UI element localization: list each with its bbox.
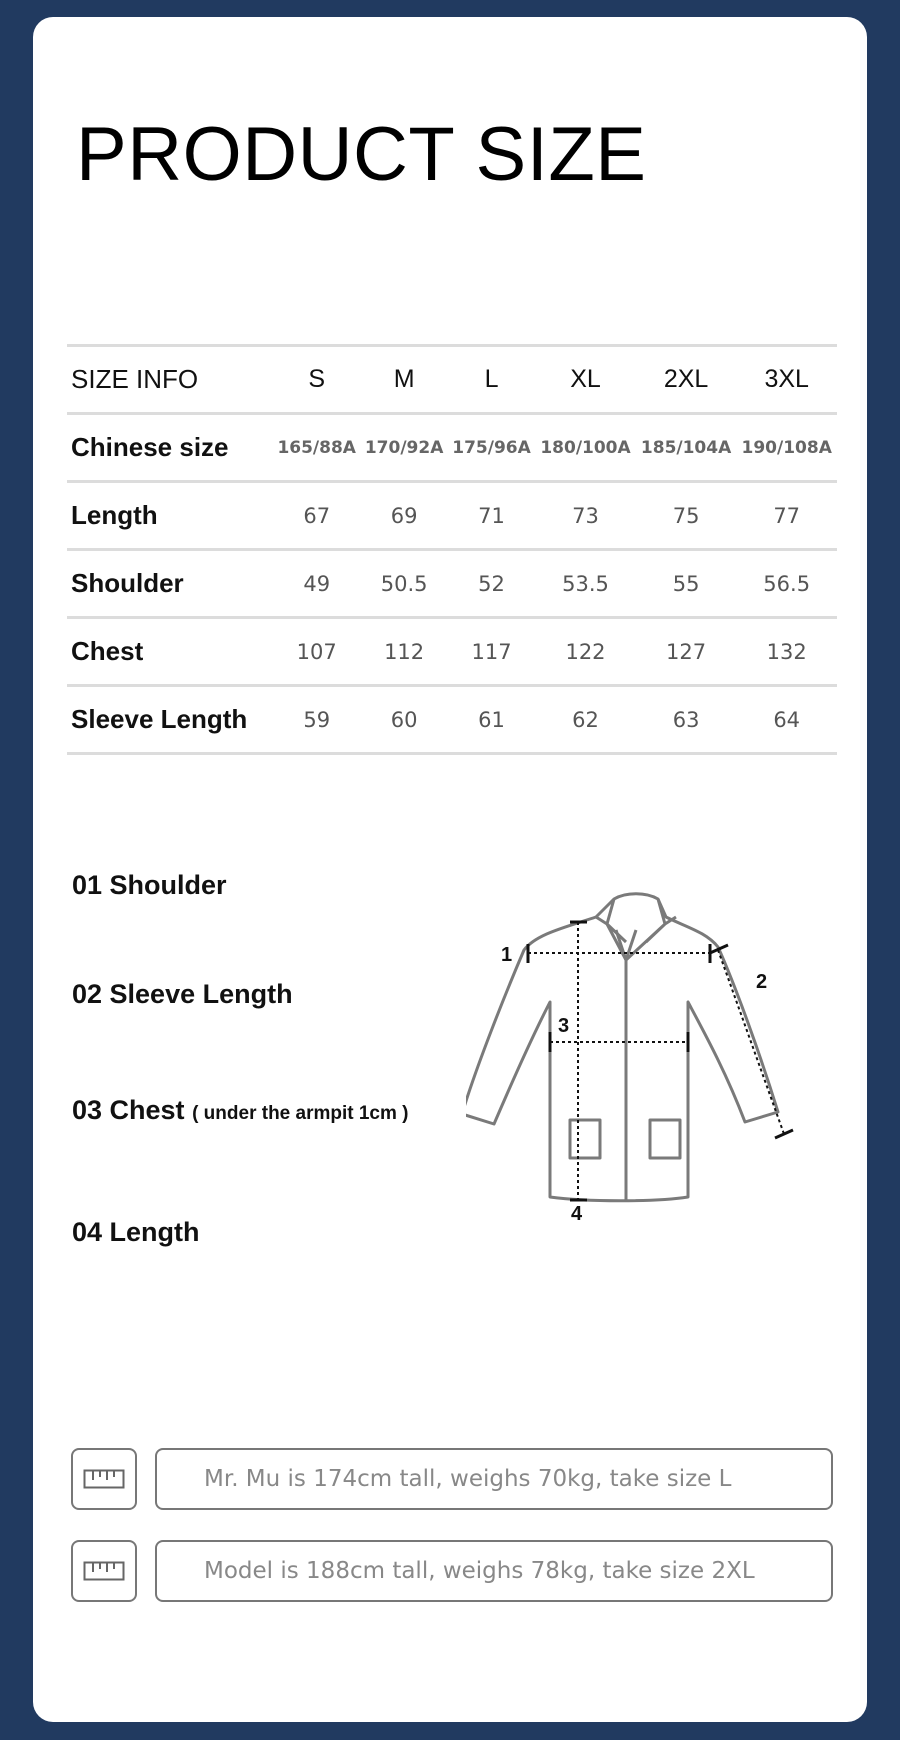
size-table: [67, 344, 837, 755]
table-cell: 56.5: [763, 571, 811, 596]
table-cell: 132: [766, 639, 807, 664]
ruler-icon-box: [71, 1448, 137, 1510]
table-cell: 49: [303, 571, 331, 596]
table-cell: 52: [478, 571, 505, 596]
table-row: [67, 618, 837, 686]
size-header-l: L: [484, 365, 499, 393]
measurement-chest: [72, 1095, 409, 1126]
table-cell: 53.5: [562, 571, 609, 596]
table-cell: 117: [471, 639, 512, 664]
jacket-diagram: [466, 872, 801, 1242]
row-label: Chinese size: [71, 432, 229, 462]
table-row: [67, 414, 837, 482]
diagram-label-3: 3: [558, 1015, 570, 1037]
header-label: SIZE INFO: [71, 364, 199, 394]
diagram-label-4: 4: [571, 1203, 583, 1225]
row-label: Sleeve Length: [71, 704, 248, 734]
table-cell: 190/108A: [741, 437, 832, 458]
pocket-right-icon: [650, 1120, 680, 1158]
ruler-icon: [83, 1469, 125, 1489]
table-cell: 75: [672, 503, 700, 528]
table-cell: 55: [672, 571, 700, 596]
row-label: Length: [71, 500, 158, 530]
table-cell: 77: [773, 503, 801, 528]
row-label: Chest: [71, 636, 144, 666]
table-row: [67, 686, 837, 754]
table-cell: 71: [478, 503, 505, 528]
row-label: Shoulder: [71, 568, 184, 598]
table-cell: 73: [572, 503, 599, 528]
measurement-length: 04 Length: [72, 1217, 200, 1247]
diagram-label-1: 1: [501, 944, 513, 966]
table-cell: 165/88A: [277, 437, 356, 458]
measurement-shoulder: 01 Shoulder: [72, 870, 227, 900]
table-cell: 61: [478, 707, 505, 732]
size-header-3xl: 3XL: [764, 365, 809, 393]
table-cell: 64: [773, 707, 801, 732]
model-note-text: Model is 188cm tall, weighs 78kg, take size 2XL: [155, 1540, 833, 1602]
table-cell: 59: [303, 707, 331, 732]
table-cell: 112: [384, 639, 425, 664]
table-cell: 69: [390, 503, 418, 528]
measurement-sleeve-length: 02 Sleeve Length: [72, 979, 293, 1009]
table-cell: 60: [390, 707, 418, 732]
table-cell: 122: [565, 639, 606, 664]
table-cell: 127: [666, 639, 707, 664]
pocket-left-icon: [570, 1120, 600, 1158]
model-note-text: Mr. Mu is 174cm tall, weighs 70kg, take size L: [155, 1448, 833, 1510]
table-cell: 107: [296, 639, 337, 664]
table-cell: 67: [303, 503, 331, 528]
table-row: [67, 550, 837, 618]
size-header-xl: XL: [570, 365, 601, 393]
collar-icon: [596, 899, 676, 960]
size-header-2xl: 2XL: [663, 365, 709, 393]
size-header-s: S: [308, 365, 326, 393]
table-row: [67, 482, 837, 550]
table-cell: 180/100A: [540, 437, 631, 458]
table-cell: 185/104A: [640, 437, 732, 458]
page-title: PRODUCT SIZE: [76, 112, 647, 197]
table-cell: 63: [672, 707, 700, 732]
ruler-icon: [83, 1561, 125, 1581]
table-cell: 170/92A: [364, 437, 444, 458]
diagram-label-2: 2: [756, 971, 768, 993]
measurement-chest-label: 03 Chest: [72, 1095, 185, 1125]
size-header-m: M: [393, 365, 415, 393]
table-cell: 50.5: [380, 571, 428, 596]
measurement-chest-note: ( under the armpit 1cm ): [192, 1103, 409, 1124]
table-cell: 175/96A: [452, 437, 531, 458]
size-card: [33, 17, 867, 1722]
ruler-icon-box: [71, 1540, 137, 1602]
table-header-row: [67, 346, 837, 414]
table-cell: 62: [572, 707, 599, 732]
